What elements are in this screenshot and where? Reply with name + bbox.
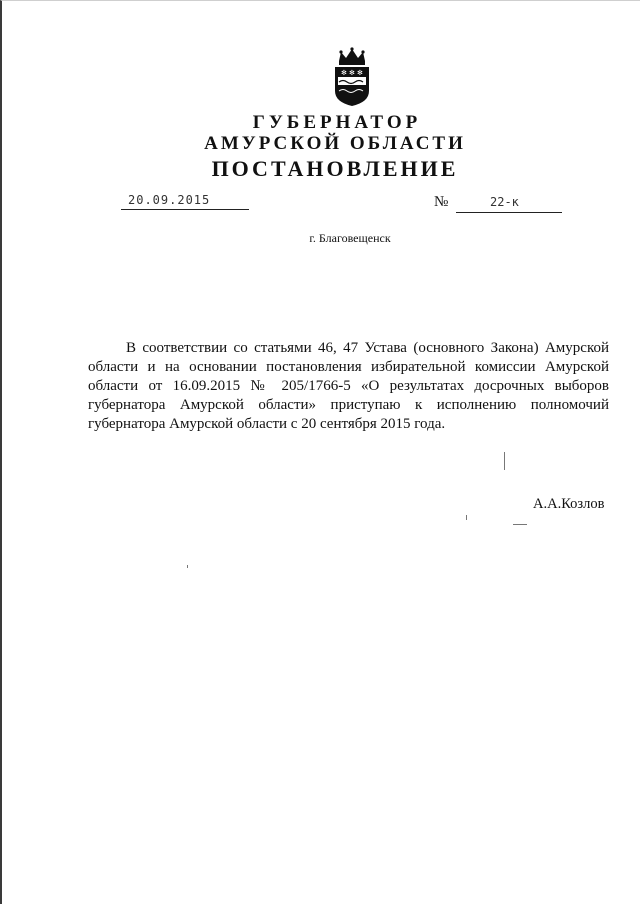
date-underline — [121, 209, 249, 210]
signature-name: А.А.Козлов — [533, 496, 605, 512]
scan-mark — [513, 524, 527, 525]
svg-text:✻: ✻ — [341, 69, 347, 77]
scan-mark — [504, 452, 505, 470]
coat-of-arms-icon — [331, 47, 373, 107]
document-number: 22-к — [490, 195, 519, 209]
issuer-region: АМУРСКОЙ ОБЛАСТИ — [204, 133, 466, 154]
number-underline — [456, 212, 562, 213]
scan-mark — [466, 515, 467, 520]
number-sign: № — [434, 194, 449, 210]
issuer-title: ГУБЕРНАТОР — [252, 112, 422, 133]
scan-mark — [187, 565, 188, 568]
body-paragraph: В соответствии со статьями 46, 47 Устава (основного Закона) Амурской области и на основании постановления избирательной комиссии Амурской области от 16.09.2015 № 205/1766-5 «О результатах досрочных выборов губернатора Амурской области» приступаю к исполнению полномочий губернатора Амурской области с 20 сентября 2015 года. — [88, 340, 609, 432]
svg-text:✻: ✻ — [357, 69, 363, 77]
document-type: ПОСТАНОВЛЕНИЕ — [211, 156, 459, 181]
document-date: 20.09.2015 — [128, 193, 211, 207]
city: г. Благовещенск — [309, 231, 391, 245]
svg-text:✻: ✻ — [349, 69, 355, 77]
